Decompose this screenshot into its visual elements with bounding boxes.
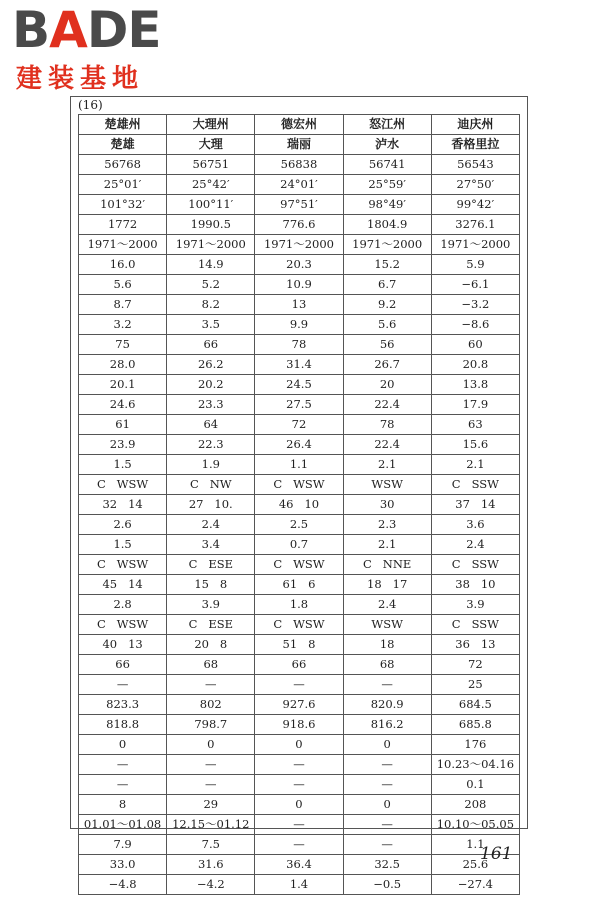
table-cell: 24.5: [255, 375, 343, 395]
table-row: [79, 875, 520, 895]
table-row: [79, 655, 520, 675]
table-cell: 2.1: [343, 535, 431, 555]
table-cell: 26.4: [255, 435, 343, 455]
table-row: [79, 615, 520, 635]
table-cell: 0: [167, 735, 255, 755]
table-cell: C NW: [167, 475, 255, 495]
table-cell: 13: [255, 295, 343, 315]
table-row: [79, 735, 520, 755]
table-cell: 15.2: [343, 255, 431, 275]
table-cell: 684.5: [431, 695, 519, 715]
table-cell: 1.5: [79, 455, 167, 475]
table-row: [79, 775, 520, 795]
table-cell: 32.5: [343, 855, 431, 875]
table-cell: 66: [167, 335, 255, 355]
table-cell: C SSW: [431, 475, 519, 495]
table-row: [79, 195, 520, 215]
table-cell: 6.7: [343, 275, 431, 295]
table-cell: 2.8: [79, 595, 167, 615]
table-cell: 14.9: [167, 255, 255, 275]
table-cell: −8.6: [431, 315, 519, 335]
table-cell: 5.9: [431, 255, 519, 275]
table-row: [79, 755, 520, 775]
table-row: [79, 475, 520, 495]
table-cell: C WSW: [255, 615, 343, 635]
table-cell: 3.9: [167, 595, 255, 615]
table-cell: 22.3: [167, 435, 255, 455]
table-cell: —: [79, 775, 167, 795]
header-cell: 德宏州: [255, 115, 343, 135]
table-cell: 98°49′: [343, 195, 431, 215]
table-row: [79, 255, 520, 275]
table-cell: 5.2: [167, 275, 255, 295]
table-cell: 2.5: [255, 515, 343, 535]
table-cell: 18 17: [343, 575, 431, 595]
table-cell: 100°11′: [167, 195, 255, 215]
table-cell: 51 8: [255, 635, 343, 655]
table-cell: 30: [343, 495, 431, 515]
table-cell: 802: [167, 695, 255, 715]
table-cell: 208: [431, 795, 519, 815]
header-cell: 迪庆州: [431, 115, 519, 135]
header-cell: 大理州: [167, 115, 255, 135]
table-cell: 8.2: [167, 295, 255, 315]
table-row: [79, 175, 520, 195]
table-cell: —: [343, 675, 431, 695]
table-cell: 1971～2000: [431, 235, 519, 255]
table-cell: 63: [431, 415, 519, 435]
table-cell: 25.6: [431, 855, 519, 875]
header-cell: 楚雄: [79, 135, 167, 155]
table-cell: 60: [431, 335, 519, 355]
table-cell: 56543: [431, 155, 519, 175]
header-cell: 楚雄州: [79, 115, 167, 135]
table-cell: 10.10～05.05: [431, 815, 519, 835]
table-cell: C WSW: [79, 475, 167, 495]
table-cell: C WSW: [255, 475, 343, 495]
table-cell: —: [255, 835, 343, 855]
table-cell: 820.9: [343, 695, 431, 715]
table-cell: —: [167, 775, 255, 795]
table-cell: 798.7: [167, 715, 255, 735]
table-cell: 8: [79, 795, 167, 815]
table-cell: 0.7: [255, 535, 343, 555]
table-cell: 38 10: [431, 575, 519, 595]
table-cell: 29: [167, 795, 255, 815]
table-cell: 20.1: [79, 375, 167, 395]
table-cell: 56741: [343, 155, 431, 175]
table-cell: 10.23～04.16: [431, 755, 519, 775]
logo-chinese-name: 建装基地: [16, 64, 145, 94]
table-cell: 27.5: [255, 395, 343, 415]
table-cell: 20.3: [255, 255, 343, 275]
table-row: [79, 295, 520, 315]
table-cell: 0: [255, 795, 343, 815]
header-row-prefecture: [79, 115, 520, 135]
table-cell: 25°59′: [343, 175, 431, 195]
table-cell: 40 13: [79, 635, 167, 655]
logo-wordmark: BADE: [12, 1, 161, 59]
table-row: [79, 835, 520, 855]
table-cell: 23.3: [167, 395, 255, 415]
table-cell: 2.4: [343, 595, 431, 615]
table-cell: 33.0: [79, 855, 167, 875]
table-cell: 3.5: [167, 315, 255, 335]
table-cell: 32 14: [79, 495, 167, 515]
table-cell: 1.8: [255, 595, 343, 615]
table-row: [79, 315, 520, 335]
table-cell: 1971～2000: [79, 235, 167, 255]
table-cell: 20 8: [167, 635, 255, 655]
table-cell: —: [343, 755, 431, 775]
table-cell: 66: [255, 655, 343, 675]
table-cell: 1.1: [431, 835, 519, 855]
table-cell: 176: [431, 735, 519, 755]
table-cell: 823.3: [79, 695, 167, 715]
table-cell: 68: [167, 655, 255, 675]
table-cell: 3276.1: [431, 215, 519, 235]
table-row: [79, 635, 520, 655]
table-cell: 66: [79, 655, 167, 675]
table-row: [79, 415, 520, 435]
table-cell: 1971～2000: [255, 235, 343, 255]
table-cell: C WSW: [79, 555, 167, 575]
table-cell: 24.6: [79, 395, 167, 415]
table-cell: 3.9: [431, 595, 519, 615]
table-row: [79, 395, 520, 415]
table-cell: —: [255, 775, 343, 795]
table-cell: 72: [255, 415, 343, 435]
table-cell: 2.4: [431, 535, 519, 555]
table-cell: 61: [79, 415, 167, 435]
bade-logo: [12, 1, 182, 96]
header-cell: 怒江州: [343, 115, 431, 135]
page-number: 161: [480, 844, 513, 864]
table-cell: 20: [343, 375, 431, 395]
table-cell: −27.4: [431, 875, 519, 895]
table-cell: 31.6: [167, 855, 255, 875]
table-cell: 28.0: [79, 355, 167, 375]
table-cell: −4.2: [167, 875, 255, 895]
table-cell: C ESE: [167, 555, 255, 575]
table-cell: 46 10: [255, 495, 343, 515]
table-cell: 16.0: [79, 255, 167, 275]
table-number: (16): [78, 98, 103, 112]
table-row: [79, 715, 520, 735]
table-cell: 1.9: [167, 455, 255, 475]
table-cell: 2.1: [343, 455, 431, 475]
table-cell: 56838: [255, 155, 343, 175]
table-cell: 18: [343, 635, 431, 655]
table-cell: —: [255, 815, 343, 835]
table-cell: 27 10.: [167, 495, 255, 515]
table-cell: 3.6: [431, 515, 519, 535]
table-cell: C NNE: [343, 555, 431, 575]
table-cell: 7.9: [79, 835, 167, 855]
table-cell: 78: [343, 415, 431, 435]
table-cell: —: [343, 775, 431, 795]
table-cell: 56751: [167, 155, 255, 175]
table-cell: 1971～2000: [167, 235, 255, 255]
table-row: [79, 675, 520, 695]
table-cell: 0: [343, 735, 431, 755]
header-row-station: [79, 135, 520, 155]
table-cell: 9.9: [255, 315, 343, 335]
table-cell: 10.9: [255, 275, 343, 295]
table-row: [79, 575, 520, 595]
table-cell: 3.4: [167, 535, 255, 555]
table-cell: 78: [255, 335, 343, 355]
table-cell: 1990.5: [167, 215, 255, 235]
table-row: [79, 435, 520, 455]
table-cell: 816.2: [343, 715, 431, 735]
table-cell: 25°01′: [79, 175, 167, 195]
table-row: [79, 155, 520, 175]
table-cell: —: [79, 675, 167, 695]
table-cell: 22.4: [343, 395, 431, 415]
table-cell: −0.5: [343, 875, 431, 895]
table-row: [79, 375, 520, 395]
table-cell: 2.6: [79, 515, 167, 535]
table-cell: 3.2: [79, 315, 167, 335]
table-cell: 01.01～01.08: [79, 815, 167, 835]
header-cell: 大理: [167, 135, 255, 155]
table-row: [79, 855, 520, 875]
table-cell: 36.4: [255, 855, 343, 875]
table-cell: 1.1: [255, 455, 343, 475]
table-cell: −6.1: [431, 275, 519, 295]
table-cell: 7.5: [167, 835, 255, 855]
table-cell: 1772: [79, 215, 167, 235]
table-row: [79, 695, 520, 715]
header-cell: 香格里拉: [431, 135, 519, 155]
table-cell: 56: [343, 335, 431, 355]
table-cell: 56768: [79, 155, 167, 175]
table-cell: 24°01′: [255, 175, 343, 195]
table-cell: 25: [431, 675, 519, 695]
table-row: [79, 355, 520, 375]
table-row: [79, 595, 520, 615]
table-cell: 13.8: [431, 375, 519, 395]
table-cell: 25°42′: [167, 175, 255, 195]
header-cell: 瑞丽: [255, 135, 343, 155]
table-row: [79, 555, 520, 575]
table-cell: 97°51′: [255, 195, 343, 215]
table-cell: 68: [343, 655, 431, 675]
table-cell: 20.8: [431, 355, 519, 375]
table-cell: 15 8: [167, 575, 255, 595]
table-cell: 5.6: [79, 275, 167, 295]
table-cell: 61 6: [255, 575, 343, 595]
table-cell: —: [255, 755, 343, 775]
table-row: [79, 815, 520, 835]
table-cell: 26.2: [167, 355, 255, 375]
table-cell: —: [167, 755, 255, 775]
table-cell: C ESE: [167, 615, 255, 635]
table-cell: 0.1: [431, 775, 519, 795]
table-row: [79, 215, 520, 235]
table-row: [79, 795, 520, 815]
table-cell: 17.9: [431, 395, 519, 415]
table-cell: 20.2: [167, 375, 255, 395]
table-row: [79, 235, 520, 255]
table-cell: WSW: [343, 615, 431, 635]
table-row: [79, 275, 520, 295]
table-cell: C SSW: [431, 615, 519, 635]
table-cell: 918.6: [255, 715, 343, 735]
table-cell: 2.1: [431, 455, 519, 475]
table-cell: 99°42′: [431, 195, 519, 215]
table-cell: —: [343, 835, 431, 855]
table-cell: WSW: [343, 475, 431, 495]
table-cell: 1971～2000: [343, 235, 431, 255]
table-row: [79, 515, 520, 535]
table-cell: —: [79, 755, 167, 775]
table-cell: 31.4: [255, 355, 343, 375]
table-cell: C SSW: [431, 555, 519, 575]
table-cell: −4.8: [79, 875, 167, 895]
table-cell: —: [167, 675, 255, 695]
table-cell: 72: [431, 655, 519, 675]
table-cell: 0: [79, 735, 167, 755]
table-cell: 12.15～01.12: [167, 815, 255, 835]
table-cell: 776.6: [255, 215, 343, 235]
table-cell: 23.9: [79, 435, 167, 455]
table-cell: 22.4: [343, 435, 431, 455]
table-cell: 9.2: [343, 295, 431, 315]
table-cell: 2.4: [167, 515, 255, 535]
table-cell: 26.7: [343, 355, 431, 375]
table-cell: 818.8: [79, 715, 167, 735]
table-cell: —: [255, 675, 343, 695]
table-cell: 927.6: [255, 695, 343, 715]
table-cell: 15.6: [431, 435, 519, 455]
table-cell: 37 14: [431, 495, 519, 515]
table-cell: C WSW: [79, 615, 167, 635]
table-cell: 27°50′: [431, 175, 519, 195]
table-row: [79, 335, 520, 355]
table-cell: C WSW: [255, 555, 343, 575]
table-cell: 1.4: [255, 875, 343, 895]
table-row: [79, 535, 520, 555]
table-cell: 8.7: [79, 295, 167, 315]
table-cell: 64: [167, 415, 255, 435]
table-cell: 0: [343, 795, 431, 815]
header-cell: 泸水: [343, 135, 431, 155]
table-cell: 1.5: [79, 535, 167, 555]
table-cell: 36 13: [431, 635, 519, 655]
table-cell: 2.3: [343, 515, 431, 535]
climate-data-table: [78, 114, 520, 895]
table-cell: 1804.9: [343, 215, 431, 235]
table-row: [79, 495, 520, 515]
table-cell: −3.2: [431, 295, 519, 315]
table-cell: 45 14: [79, 575, 167, 595]
table-cell: 685.8: [431, 715, 519, 735]
table-cell: —: [343, 815, 431, 835]
table-row: [79, 455, 520, 475]
table-cell: 0: [255, 735, 343, 755]
table-cell: 101°32′: [79, 195, 167, 215]
table-cell: 75: [79, 335, 167, 355]
table-cell: 5.6: [343, 315, 431, 335]
